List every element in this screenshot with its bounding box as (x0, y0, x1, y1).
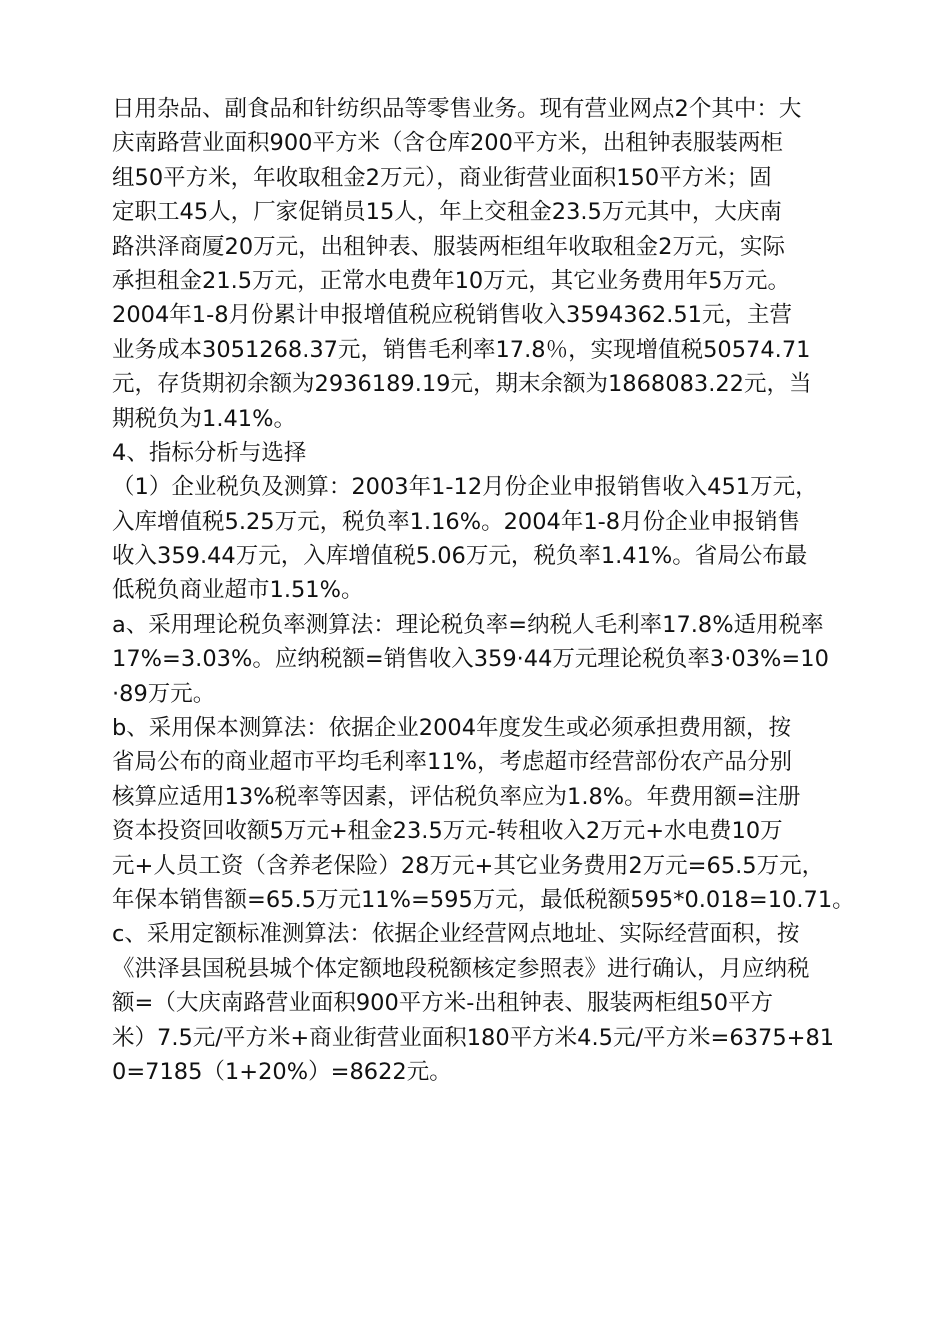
text-line: 额=（大庆南路营业面积900平方米-出租钟表、服装两柜组50平方 (112, 990, 774, 1017)
text-line: 业务成本3051268.37元，销售毛利率17.8％，实现增值税50574.71 (112, 336, 811, 363)
text-line: 核算应适用13%税率等因素，评估税负率应为1.8%。年费用额=注册 (112, 783, 801, 810)
text-line: 17%=3.03%。应纳税额=销售收入359·44万元理论税负率3·03%=10 (112, 646, 829, 673)
text-line: 定职工45人，厂家促销员15人，年上交租金23.5万元其中，大庆南 (112, 199, 782, 226)
text-line: 2004年1-8月份累计申报增值税应税销售收入3594362.51元，主营 (112, 302, 792, 329)
text-line: 期税负为1.41%。 (112, 405, 296, 432)
text-line: 路洪泽商厦20万元，出租钟表、服装两柜组年收取租金2万元，实际 (112, 233, 785, 260)
text-line: 低税负商业超市1.51%。 (112, 577, 364, 604)
text-line: 庆南路营业面积900平方米（含仓库200平方米，出租钟表服装两柜 (112, 130, 783, 157)
text-line: 资本投资回收额5万元+租金23.5万元-转租收入2万元+水电费10万 (112, 818, 783, 845)
text-line: a、采用理论税负率测算法：理论税负率=纳税人毛利率17.8%适用税率 (112, 611, 824, 638)
text-line: 收入359.44万元，入库增值税5.06万元，税负率1.41%。省局公布最 (112, 543, 808, 570)
text-line: 0=7185（1+20%）=8622元。 (112, 1058, 452, 1085)
text-line: 入库增值税5.25万元，税负率1.16%。2004年1-8月份企业申报销售 (112, 508, 801, 535)
text-line: 元+人员工资（含养老保险）28万元+其它业务费用2万元=65.5万元， (112, 852, 825, 879)
text-line: b、采用保本测算法：依据企业2004年度发生或必须承担费用额，按 (112, 715, 792, 742)
section-heading: 4、指标分析与选择 (112, 439, 307, 466)
text-line: （1）企业税负及测算：2003年1-12月份企业申报销售收入451万元， (112, 474, 818, 501)
text-line: 年保本销售额=65.5万元11%=595万元，最低税额595*0.018=10.71。 (112, 886, 855, 913)
body-text (112, 92, 855, 1089)
text-line: 省局公布的商业超市平均毛利率11%，考虑超市经营部份农产品分别 (112, 749, 793, 776)
text-line: 承担租金21.5万元，正常水电费年10万元，其它业务费用年5万元。 (112, 267, 791, 294)
text-line: 《洪泽县国税县城个体定额地段税额核定参照表》进行确认，月应纳税 (112, 955, 810, 982)
text-line: ·89万元。 (112, 680, 216, 707)
text-line: 组50平方米，年收取租金2万元），商业街营业面积150平方米；固 (112, 164, 772, 191)
text-line: 米）7.5元/平方米+商业街营业面积180平方米4.5元/平方米=6375+81 (112, 1024, 835, 1051)
text-line: 元，存货期初余额为2936189.19元，期末余额为1868083.22元，当 (112, 371, 812, 398)
text-line: 日用杂品、副食品和针纺织品等零售业务。现有营业网点2个其中：大 (112, 96, 802, 122)
text-line: c、采用定额标准测算法：依据企业经营网点地址、实际经营面积，按 (112, 921, 800, 948)
